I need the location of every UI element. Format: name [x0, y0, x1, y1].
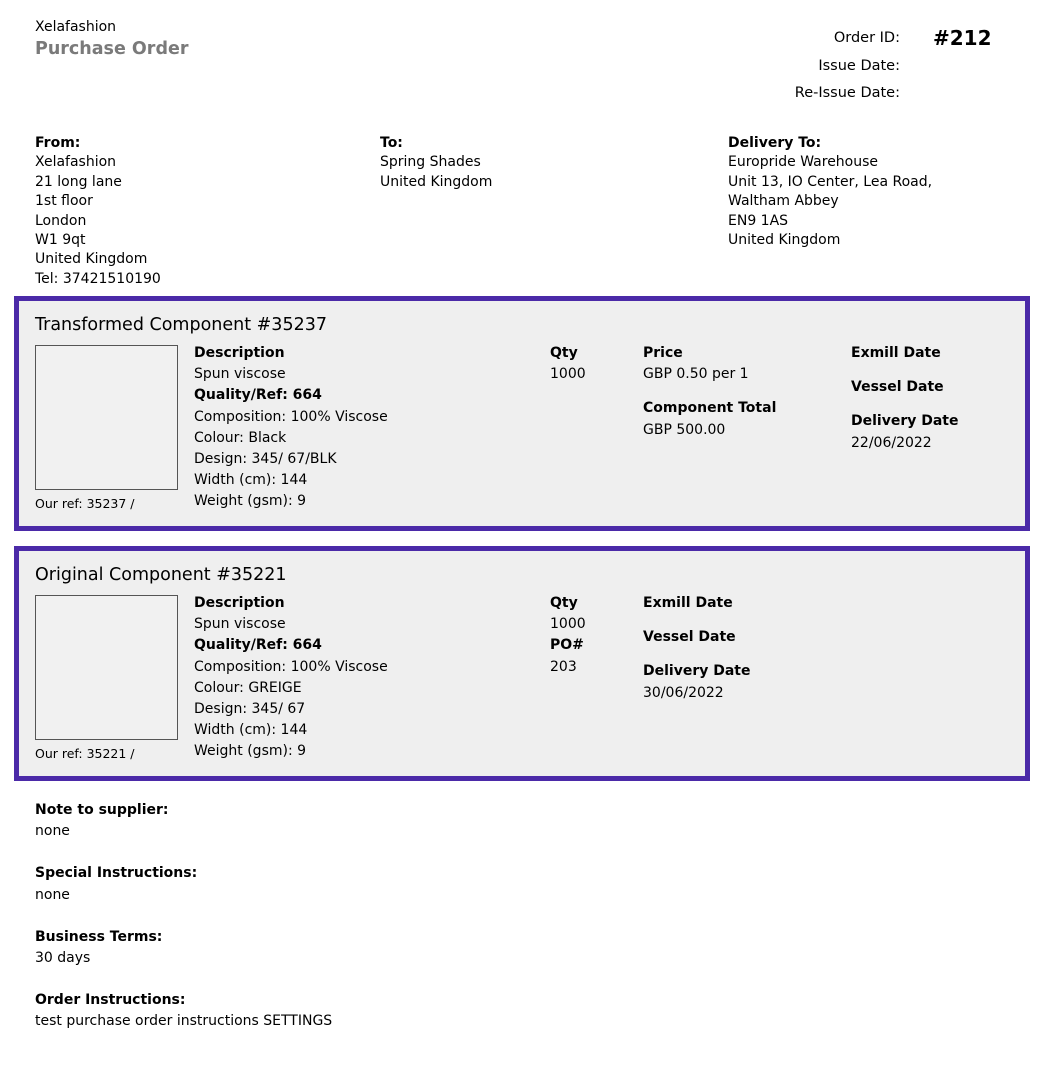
- from-line: 21 long lane: [35, 173, 122, 190]
- transformed-component-panel: [14, 296, 1030, 531]
- po-label: PO#: [550, 637, 584, 654]
- to-line: Spring Shades: [380, 154, 481, 171]
- special-instructions-section: [35, 863, 332, 905]
- our-ref: Our ref: 35221 /: [35, 746, 135, 761]
- description-heading: Description: [194, 345, 285, 361]
- detail-line: Width (cm): 144: [194, 472, 308, 489]
- to-line: United Kingdom: [380, 173, 493, 190]
- reissue-date-row: [700, 80, 1044, 108]
- note-to-supplier-value: none: [35, 823, 70, 840]
- vessel-date-label: Vessel Date: [851, 379, 944, 396]
- description-column: [194, 593, 388, 763]
- description-value: Spun viscose: [194, 616, 286, 633]
- from-block: [35, 134, 380, 289]
- delivery-date-value: 22/06/2022: [851, 434, 932, 451]
- price-label: Price: [643, 345, 683, 361]
- qty-label: Qty: [550, 345, 578, 361]
- component-total-label: Component Total: [643, 400, 777, 417]
- delivery-date-label: Delivery Date: [643, 663, 751, 680]
- to-block: [380, 134, 728, 289]
- from-line: Xelafashion: [35, 154, 117, 171]
- component-title: Transformed Component #35237: [35, 315, 327, 335]
- special-instructions-label: Special Instructions:: [35, 865, 198, 882]
- order-info: [700, 25, 1044, 108]
- company-name: Xelafashion: [35, 19, 117, 35]
- description-column: [194, 343, 388, 513]
- to-label: To:: [380, 135, 403, 151]
- component-total-value: GBP 500.00: [643, 421, 726, 438]
- detail-line: Composition: 100% Viscose: [194, 658, 388, 675]
- order-id-value: #212: [933, 26, 992, 50]
- footer-sections: [35, 800, 332, 1054]
- qty-value: 1000: [550, 366, 586, 383]
- detail-line: Colour: GREIGE: [194, 679, 302, 696]
- quality-ref: Quality/Ref: 664: [194, 387, 322, 404]
- qty-label: Qty: [550, 595, 578, 611]
- component-title: Original Component #35221: [35, 565, 287, 585]
- component-image-placeholder: [35, 595, 178, 740]
- from-line: United Kingdom: [35, 251, 148, 268]
- from-line: 1st floor: [35, 193, 93, 210]
- order-id-label: Order ID:: [833, 30, 900, 46]
- note-to-supplier-label: Note to supplier:: [35, 802, 169, 818]
- po-value: 203: [550, 658, 577, 675]
- reissue-date-value: [900, 80, 1044, 108]
- reissue-date-label: Re-Issue Date:: [794, 85, 900, 101]
- detail-line: Design: 345/ 67/BLK: [194, 451, 337, 468]
- issue-date-row: [700, 53, 1044, 81]
- description-value: Spun viscose: [194, 366, 286, 383]
- qty-column: [550, 343, 586, 385]
- detail-line: Composition: 100% Viscose: [194, 408, 388, 425]
- detail-line: Weight (gsm): 9: [194, 743, 307, 760]
- detail-line: Weight (gsm): 9: [194, 493, 307, 510]
- from-label: From:: [35, 135, 81, 151]
- issue-date-label: Issue Date:: [818, 57, 900, 74]
- vessel-date-label: Vessel Date: [643, 629, 736, 646]
- price-column: [643, 343, 776, 441]
- exmill-date-label: Exmill Date: [643, 595, 733, 611]
- note-to-supplier-section: [35, 800, 332, 842]
- detail-line: Colour: Black: [194, 429, 287, 446]
- dates-column: [643, 593, 751, 704]
- delivery-line: United Kingdom: [728, 232, 841, 249]
- qty-po-column: [550, 593, 586, 678]
- order-instructions-section: [35, 990, 332, 1032]
- order-instructions-value: test purchase order instructions SETTINGS: [35, 1013, 333, 1030]
- original-component-panel: [14, 546, 1030, 781]
- delivery-line: Unit 13, IO Center, Lea Road,: [728, 173, 933, 190]
- order-instructions-label: Order Instructions:: [35, 992, 186, 1009]
- parties-section: [35, 134, 1044, 289]
- price-value: GBP 0.50 per 1: [643, 366, 749, 383]
- delivery-line: Waltham Abbey: [728, 193, 839, 210]
- page-title: Purchase Order: [35, 39, 189, 59]
- dates-column: [851, 343, 959, 454]
- delivery-date-label: Delivery Date: [851, 413, 959, 430]
- business-terms-label: Business Terms:: [35, 928, 163, 945]
- order-id-row: [700, 25, 1044, 53]
- from-line: London: [35, 212, 87, 229]
- delivery-to-block: [728, 134, 932, 289]
- delivery-date-value: 30/06/2022: [643, 684, 724, 701]
- detail-line: Design: 345/ 67: [194, 701, 306, 718]
- exmill-date-label: Exmill Date: [851, 345, 941, 361]
- delivery-to-label: Delivery To:: [728, 135, 822, 151]
- issue-date-value: [900, 53, 1044, 81]
- description-heading: Description: [194, 595, 285, 611]
- qty-value: 1000: [550, 616, 586, 633]
- detail-line: Width (cm): 144: [194, 722, 308, 739]
- delivery-line: Europride Warehouse: [728, 154, 879, 171]
- business-terms-value: 30 days: [35, 950, 91, 967]
- delivery-line: EN9 1AS: [728, 212, 789, 229]
- from-line: W1 9qt: [35, 232, 86, 249]
- special-instructions-value: none: [35, 886, 70, 903]
- component-image-placeholder: [35, 345, 178, 490]
- from-line: Tel: 37421510190: [35, 270, 161, 287]
- quality-ref: Quality/Ref: 664: [194, 637, 322, 654]
- our-ref: Our ref: 35237 /: [35, 496, 135, 511]
- business-terms-section: [35, 927, 332, 969]
